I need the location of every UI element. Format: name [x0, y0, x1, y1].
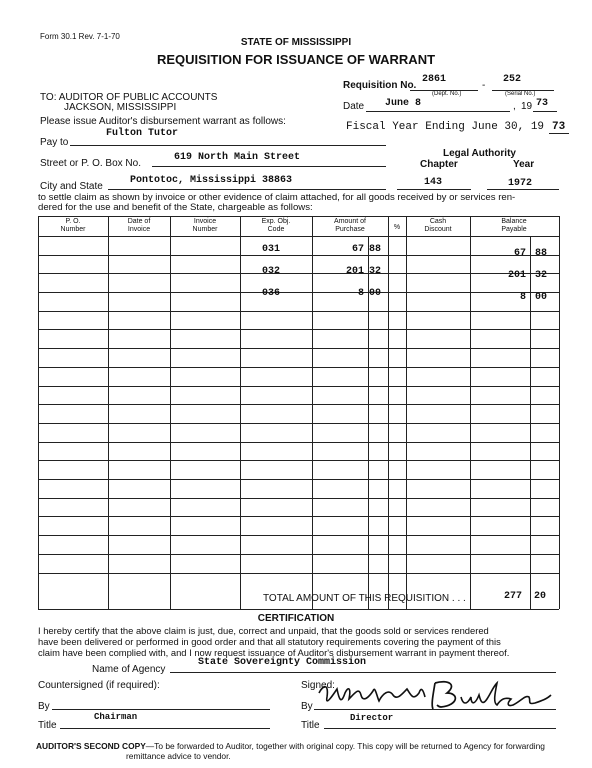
date-year: 73 [536, 98, 549, 109]
balance-cents: 00 [535, 292, 548, 303]
to-auditor: TO: AUDITOR OF PUBLIC ACCOUNTS [40, 92, 218, 103]
certification-line-3: claim have been complied with, and I now request issuance of Auditor's disbursement warrant in payment thereof. [38, 647, 510, 658]
amount-cents: 88 [369, 244, 382, 255]
total-label: TOTAL AMOUNT OF THIS REQUISITION . . . [263, 593, 466, 604]
col-balance-payable: Balance Payable [501, 218, 527, 233]
serial-no-caption: (Serial No.) [505, 91, 536, 97]
total-dollars: 277 [503, 591, 522, 602]
date-year-prefix: 19 [521, 101, 533, 112]
page-title: REQUISITION FOR ISSUANCE OF WARRANT [156, 52, 436, 67]
date-label: Date [343, 101, 365, 112]
col-po-number: P. O. Number [60, 218, 86, 233]
legal-year-value: 1972 [508, 178, 533, 189]
col-date-invoice: Date of Invoice [127, 218, 151, 233]
serial-number: 252 [503, 74, 522, 85]
city-label: City and State [40, 181, 103, 192]
chapter-value: 143 [424, 177, 443, 188]
exp-obj-code: 032 [262, 266, 281, 277]
fiscal-year-label: Fiscal Year Ending June 30, 19 [346, 121, 545, 133]
signed-title-value: Director [350, 713, 394, 723]
col-cash-discount: Cash Discount [424, 218, 452, 233]
countersigned-title-label: Title [38, 720, 57, 731]
countersigned-title-value: Chairman [94, 712, 138, 722]
requisition-label: Requisition No. [343, 80, 417, 91]
city-value: Pontotoc, Mississippi 38863 [130, 175, 293, 186]
total-cents: 20 [534, 591, 547, 602]
payee-name: Fulton Tutor [106, 128, 179, 139]
settle-text-1: to settle claim as shown by invoice or other evidence of claim attached, for all goods received by or services ren- [38, 192, 516, 203]
balance-dollars: 8 [519, 292, 526, 303]
instruction-text: Please issue Auditor's disbursement warrant as follows: [40, 116, 286, 127]
agency-label: Name of Agency [92, 664, 166, 675]
balance-cents: 88 [535, 248, 548, 259]
col-exp-obj-code: Exp. Obj. Code [261, 218, 291, 233]
balance-dollars: 201 [507, 270, 526, 281]
countersigned-by-label: By [38, 701, 50, 712]
certification-heading: CERTIFICATION [257, 613, 335, 624]
street-value: 619 North Main Street [174, 152, 301, 163]
countersigned-label: Countersigned (if required): [38, 680, 160, 691]
signed-by-label: By [301, 701, 313, 712]
certification-line-2: have been delivered or performed in good order and that all statutory requirements covering the payment of this [38, 636, 501, 647]
signed-label: Signed: [301, 680, 335, 691]
fiscal-year-value: 73 [552, 121, 566, 133]
footer-text-1: —To be forwarded to Auditor, together with original copy. This copy will be returned to Agency for forwarding [145, 741, 545, 751]
balance-dollars: 67 [513, 248, 526, 259]
signature-image [315, 675, 555, 715]
exp-obj-code: 031 [262, 244, 281, 255]
col-amount-purchase: Amount of Purchase [334, 218, 366, 233]
chapter-label: Chapter [420, 159, 458, 170]
signed-title-label: Title [301, 720, 320, 731]
to-city: JACKSON, MISSISSIPPI [64, 102, 177, 113]
amount-dollars: 8 [357, 288, 364, 299]
settle-text-2: dered for the use and benefit of the State, chargeable as follows: [38, 202, 313, 213]
year-label: Year [513, 159, 535, 170]
footer-text-2: remittance advice to vendor. [126, 751, 231, 761]
street-label: Street or P. O. Box No. [40, 158, 141, 169]
col-invoice-number: Invoice Number [192, 218, 218, 233]
agency-value: State Sovereignty Commission [198, 657, 367, 668]
exp-obj-code: 036 [262, 288, 281, 299]
amount-cents: 00 [369, 288, 382, 299]
state-heading: STATE OF MISSISSIPPI [240, 37, 352, 48]
date-value: June 8 [385, 98, 422, 109]
form-number: Form 30.1 Rev. 7-1-70 [40, 32, 120, 41]
dept-no-caption: (Dept. No.) [432, 91, 462, 97]
amount-dollars: 67 [351, 244, 364, 255]
footer-copy-label: AUDITOR'S SECOND COPY [36, 741, 146, 751]
amount-dollars: 201 [345, 266, 364, 277]
legal-authority-heading: Legal Authority [443, 148, 516, 159]
balance-cents: 32 [535, 270, 548, 281]
col-percent: % [393, 224, 401, 231]
pay-to-label: Pay to [40, 137, 69, 148]
dept-number: 2861 [422, 74, 447, 85]
certification-line-1: I hereby certify that the above claim is just, due, correct and unpaid, that the goods sold or services rendered [38, 625, 489, 636]
amount-cents: 32 [369, 266, 382, 277]
